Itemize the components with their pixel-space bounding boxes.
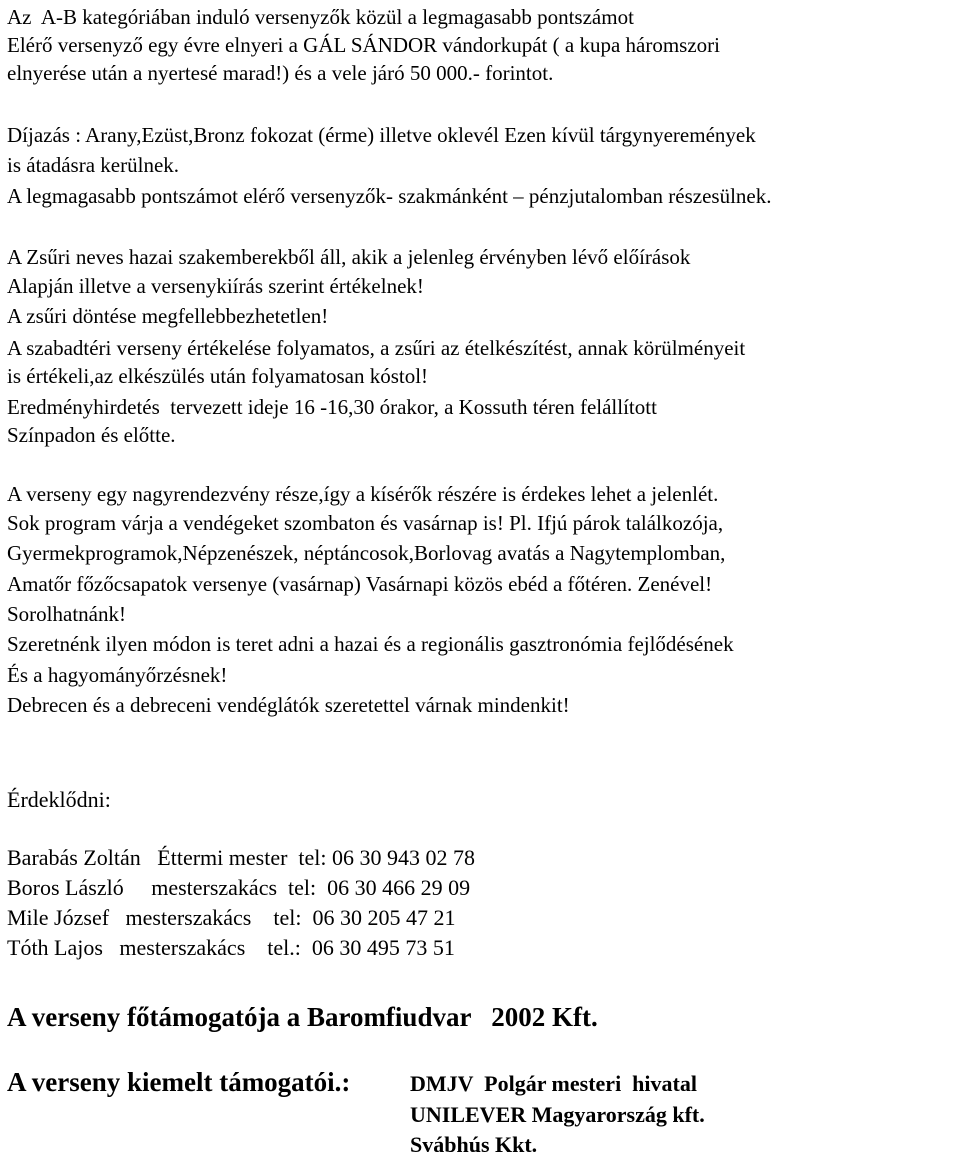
paragraph-1-line-3: elnyerése után a nyertesé marad!) és a vele járó 50 000.- forintot.: [7, 61, 554, 85]
paragraph-3-line-7: És a hagyományőrzésnek!: [7, 663, 228, 687]
paragraph-2-line-4: A szabadtéri verseny értékelése folyamatos, a zsűri az ételkészítést, annak körülményeit: [7, 336, 746, 360]
paragraph-2-line-7: Színpadon és előtte.: [7, 423, 176, 447]
paragraph-3-line-3: Gyermekprogramok,Népzenészek, néptáncosok,Borlovag avatás a Nagytemplomban,: [7, 541, 726, 565]
paragraph-2-line-1: A Zsűri neves hazai szakemberekből áll, akik a jelenleg érvényben lévő előírások: [7, 245, 691, 269]
paragraph-3-line-6: Szeretnénk ilyen módon is teret adni a hazai és a regionális gasztronómia fejlődésének: [7, 632, 734, 656]
paragraph-1-line-4: Díjazás : Arany,Ezüst,Bronz fokozat (érme) illetve oklevél Ezen kívül tárgynyeremények: [7, 123, 756, 147]
paragraph-1-line-5: is átadásra kerülnek.: [7, 153, 180, 177]
paragraph-3-line-4: Amatőr főzőcsapatok versenye (vasárnap) Vasárnapi közös ebéd a főtéren. Zenével!: [7, 572, 713, 596]
paragraph-2-line-3: A zsűri döntése megfellebbezhetetlen!: [7, 304, 329, 328]
paragraph-3-line-1: A verseny egy nagyrendezvény része,így a kísérők részére is érdekes lehet a jelenlét.: [7, 482, 719, 506]
paragraph-1-line-6: A legmagasabb pontszámot elérő versenyzők- szakmánként – pénzjutalomban részesülnek.: [7, 184, 772, 208]
paragraph-3-line-2: Sok program várja a vendégeket szombaton és vasárnap is! Pl. Ifjú párok találkozója,: [7, 511, 724, 535]
featured-sponsor-3: Svábhús Kkt.: [410, 1132, 538, 1157]
paragraph-3-line-5: Sorolhatnánk!: [7, 602, 126, 626]
contact-line-4: Tóth Lajos mesterszakács tel.: 06 30 495 73 51: [7, 935, 455, 960]
contact-line-3: Mile József mesterszakács tel: 06 30 205 47 21: [7, 905, 456, 930]
contact-line-1: Barabás Zoltán Éttermi mester tel: 06 30 943 02 78: [7, 845, 476, 870]
inquiry-label: Érdeklődni:: [7, 787, 111, 812]
paragraph-3-line-8: Debrecen és a debreceni vendéglátók szeretettel várnak mindenkit!: [7, 693, 570, 717]
featured-sponsors-label: A verseny kiemelt támogatói.:: [7, 1067, 351, 1097]
paragraph-2-line-5: is értékeli,az elkészülés után folyamatosan kóstol!: [7, 364, 429, 388]
paragraph-1-line-2: Elérő versenyző egy évre elnyeri a GÁL SÁNDOR vándorkupát ( a kupa háromszori: [7, 33, 720, 57]
contact-line-2: Boros László mesterszakács tel: 06 30 466 29 09: [7, 875, 471, 900]
paragraph-2-line-6: Eredményhirdetés tervezett ideje 16 -16,30 órakor, a Kossuth téren felállított: [7, 395, 657, 419]
featured-sponsor-1: DMJV Polgár mesteri hivatal: [410, 1071, 697, 1096]
paragraph-1-line-1: Az A-B kategóriában induló versenyzők közül a legmagasabb pontszámot: [7, 5, 634, 29]
paragraph-2-line-2: Alapján illetve a versenykiírás szerint értékelnek!: [7, 274, 424, 298]
main-sponsor-line: A verseny főtámogatója a Baromfiudvar 2002 Kft.: [7, 1002, 598, 1032]
featured-sponsor-2: UNILEVER Magyarország kft.: [410, 1102, 705, 1127]
